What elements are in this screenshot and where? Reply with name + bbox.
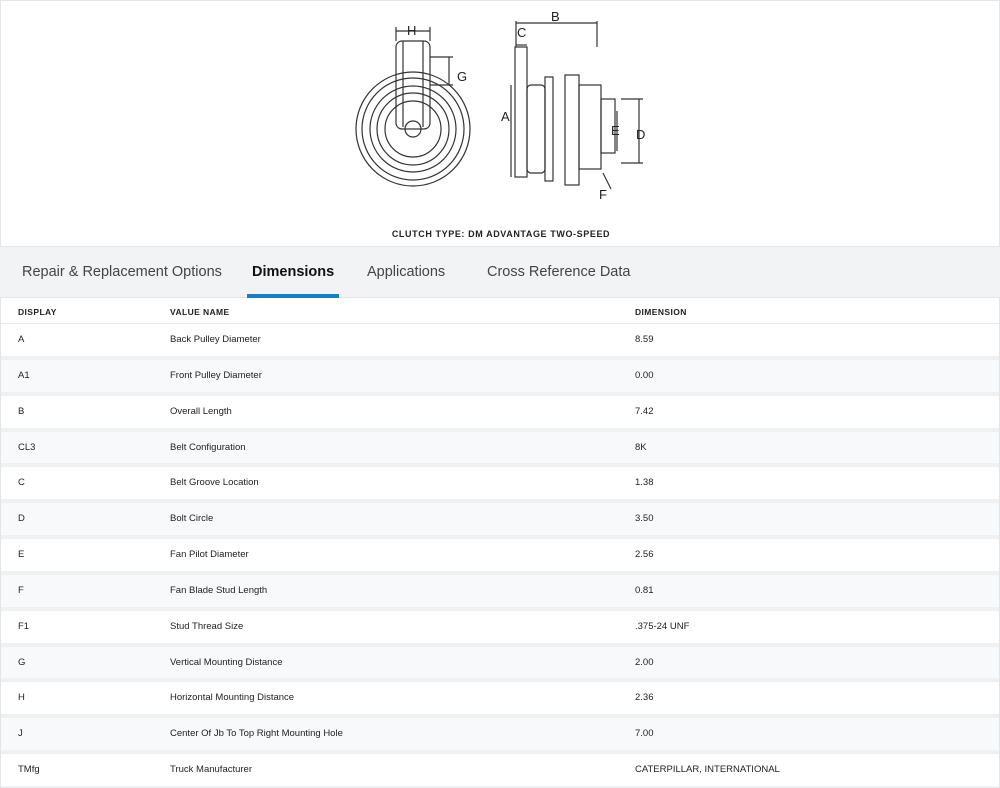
value-name-cell: Stud Thread Size — [170, 620, 244, 632]
value-name-cell: Bolt Circle — [170, 513, 214, 525]
value-name-cell: Fan Pilot Diameter — [170, 549, 249, 561]
svg-text:B: B — [551, 9, 560, 24]
header-display: DISPLAY — [18, 307, 57, 317]
tab-applications[interactable]: Applications — [367, 264, 446, 280]
dimension-cell: CATERPILLAR, INTERNATIONAL — [635, 764, 780, 776]
table-row — [1, 432, 999, 468]
clutch-diagram-panel — [0, 0, 1000, 246]
value-name-cell: Center Of Jb To Top Right Mounting Hole — [170, 728, 343, 740]
display-cell: CL3 — [18, 441, 36, 453]
svg-text:D: D — [636, 127, 646, 142]
value-name-cell: Fan Blade Stud Length — [170, 584, 268, 596]
display-cell: G — [18, 656, 26, 668]
svg-text:C: C — [517, 25, 527, 40]
value-name-cell: Overall Length — [170, 405, 232, 417]
svg-text:E: E — [611, 123, 620, 138]
tab-cross-reference-data[interactable]: Cross Reference Data — [487, 264, 631, 280]
clutch-type-caption: CLUTCH TYPE: DM ADVANTAGE TWO-SPEED — [391, 229, 611, 239]
display-cell: TMfg — [18, 764, 40, 776]
dimension-cell: 2.00 — [635, 656, 654, 668]
value-name-cell: Belt Configuration — [170, 441, 246, 453]
table-row — [1, 396, 999, 432]
display-cell: A — [18, 334, 25, 345]
value-name-cell: Truck Manufacturer — [170, 764, 253, 776]
display-cell: F — [18, 584, 24, 596]
table-row — [1, 647, 999, 683]
value-name-cell: Front Pulley Diameter — [170, 369, 262, 381]
svg-text:H: H — [407, 23, 417, 38]
svg-text:G: G — [457, 69, 468, 84]
dimension-cell: 2.56 — [635, 549, 654, 561]
display-cell: B — [18, 405, 25, 417]
tab-bar — [0, 246, 1000, 298]
dimension-cell: 1.38 — [635, 477, 654, 489]
table-row — [1, 324, 999, 360]
table-row — [1, 718, 999, 754]
dimension-cell: 0.81 — [635, 584, 654, 596]
tab-dimensions[interactable]: Dimensions — [252, 247, 334, 298]
table-row — [1, 682, 999, 718]
tab-repair-replacement-options[interactable]: Repair & Replacement Options — [22, 264, 222, 280]
display-cell: D — [18, 513, 25, 525]
table-row — [1, 575, 999, 611]
header-value-name: VALUE NAME — [170, 307, 230, 317]
display-cell: J — [18, 728, 23, 740]
dimension-cell: 7.42 — [635, 405, 654, 417]
value-name-cell: Horizontal Mounting Distance — [170, 692, 295, 704]
value-name-cell: Back Pulley Diameter — [170, 334, 261, 345]
table-header — [1, 298, 999, 324]
dimension-cell: 0.00 — [635, 369, 654, 381]
header-dimension: DIMENSION — [635, 307, 687, 317]
dimension-cell: 2.36 — [635, 692, 654, 704]
display-cell: E — [18, 549, 25, 561]
dimension-cell: 8.59 — [635, 334, 654, 345]
display-cell: H — [18, 692, 25, 704]
value-name-cell: Vertical Mounting Distance — [170, 656, 283, 668]
dimension-cell: 7.00 — [635, 728, 654, 740]
svg-text:F: F — [599, 187, 607, 202]
dimension-cell: 8K — [635, 441, 647, 453]
table-row — [1, 467, 999, 503]
table-row — [1, 360, 999, 396]
table-row — [1, 503, 999, 539]
svg-text:A: A — [501, 109, 510, 124]
display-cell: C — [18, 477, 25, 489]
value-name-cell: Belt Groove Location — [170, 477, 259, 489]
dimensions-table — [0, 298, 1000, 788]
dimension-cell: 3.50 — [635, 513, 654, 525]
display-cell: F1 — [18, 620, 30, 632]
table-row — [1, 611, 999, 647]
table-body — [1, 324, 999, 788]
table-row — [1, 754, 999, 788]
table-row — [1, 539, 999, 575]
display-cell: A1 — [18, 369, 30, 381]
dimension-cell: .375-24 UNF — [635, 620, 690, 632]
clutch-diagram — [341, 7, 661, 207]
